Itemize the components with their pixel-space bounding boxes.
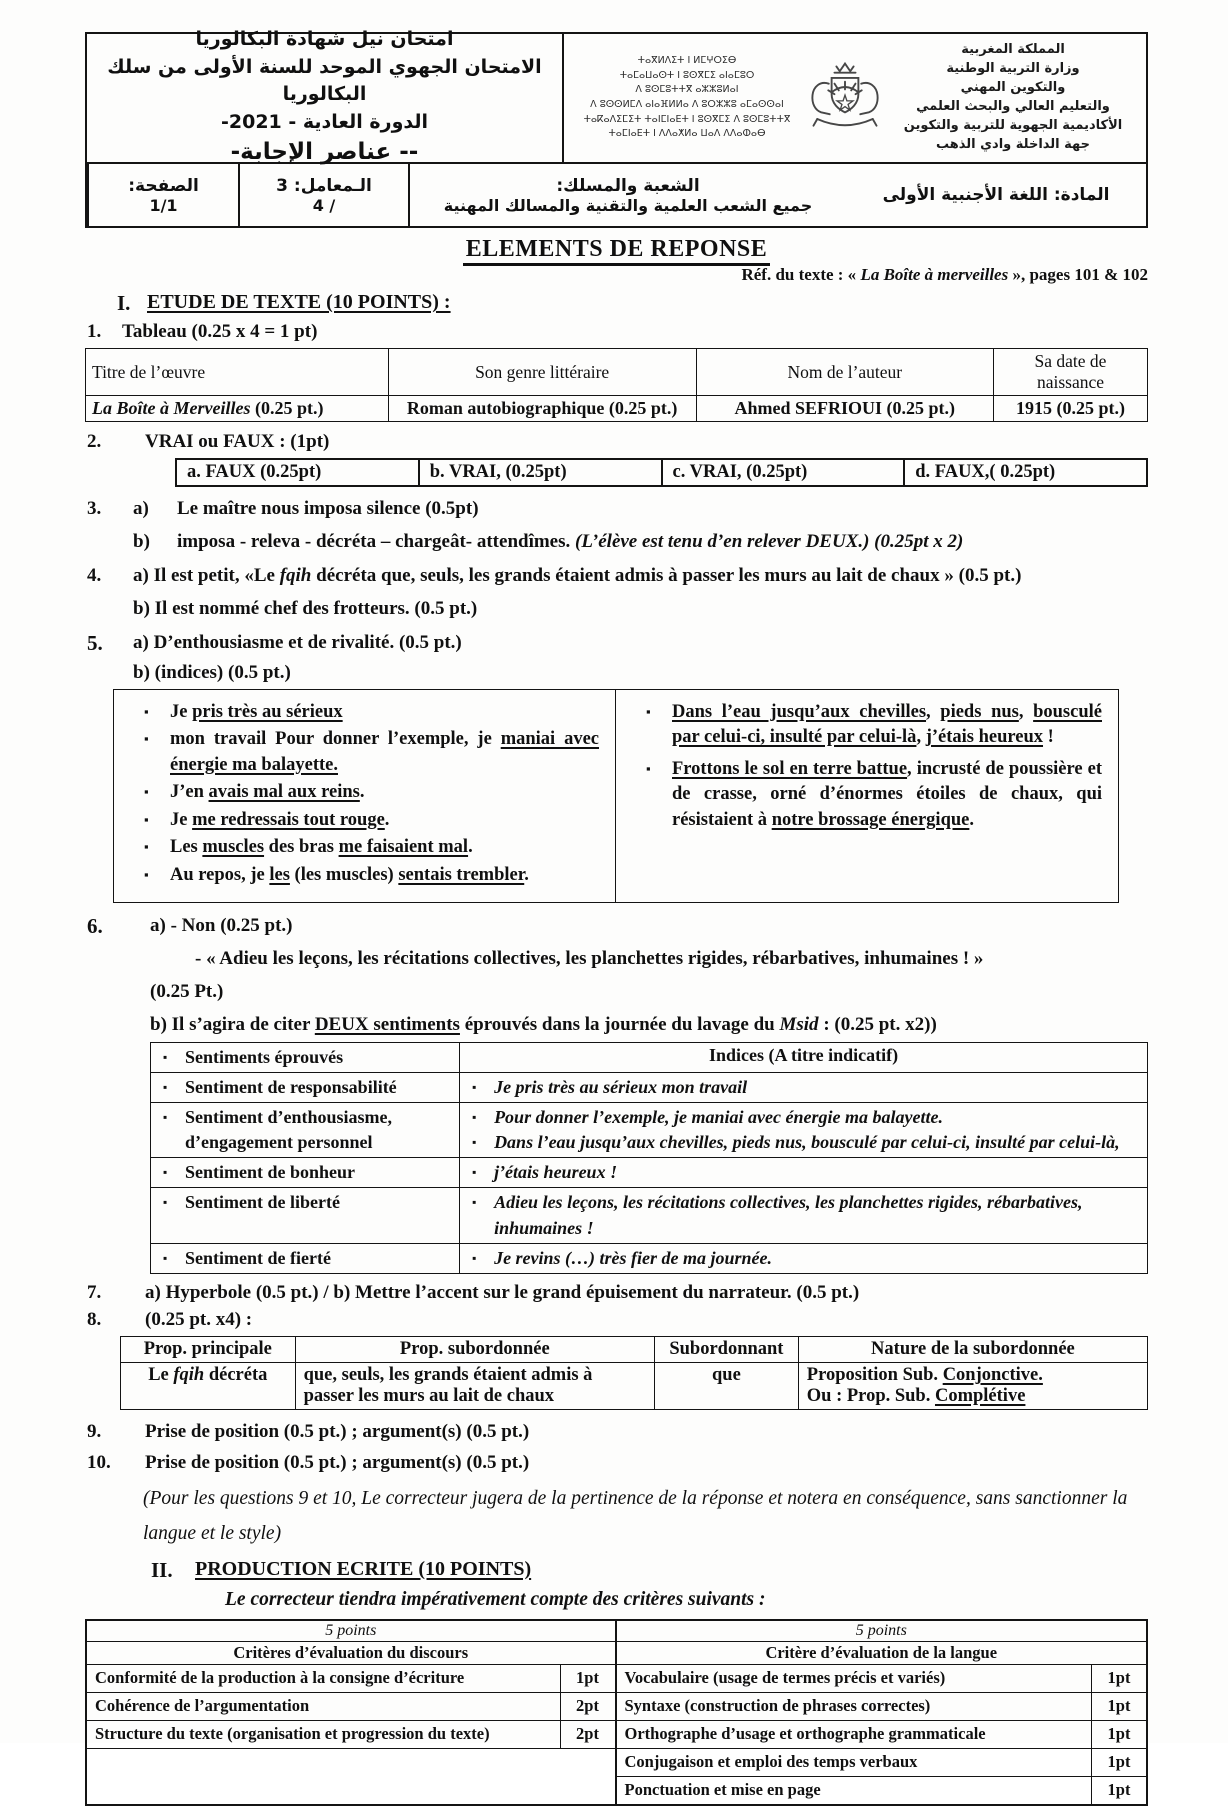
column-header: Nom de l’auteur [696,349,993,396]
square-bullet-icon: ▪ [144,866,149,882]
table-row [151,1243,1148,1273]
square-bullet-icon: ▪ [646,703,651,719]
question-3b [133,529,1148,554]
criteria-row [87,1693,615,1721]
indices-column-header: Indices (A titre indicatif) [460,1042,1148,1072]
square-bullet-icon: ▪ [144,784,149,800]
work-info-table [85,348,1148,422]
indice-bullet [126,700,599,726]
criterion-points: 1pt [1107,1696,1131,1716]
author-cell: Ahmed SEFRIOUI (0.25 pt.) [696,396,993,422]
branch-value: جميع الشعب العلمية والتقنية والمسالك المهنية [443,195,813,215]
question-6a-line2: - « Adieu les leçons, les récitations collectives, les planchettes rigides, rébarbatives, inhumaines ! » [195,948,984,970]
square-bullet-icon: ▪ [163,1109,168,1124]
table-row [151,1072,1148,1102]
branch-label: الشعبة والمسلك: [556,175,700,196]
question-4 [85,563,1148,621]
criteria-row [617,1721,1147,1749]
answer-d-cell: d. FAUX,( 0.25pt) [904,459,1147,486]
indice-bullet [628,700,1102,751]
question-3b-text: imposa - releva - décréta – chargeât- attendîmes. (L’élève est tenu d’en relever DEUX.) (0.25pt x 2) [177,531,964,553]
proposition-table [120,1336,1148,1410]
indice-cell: Pour donner l’exemple, je maniai avec énergie ma balayette. [494,1106,943,1127]
ministry-header-block [564,34,1146,162]
indice-text: Je me redressais tout rouge. [170,809,390,830]
section-1-number: I. [117,291,131,315]
criterion-label: Orthographe d’usage et orthographe grammaticale [617,1721,1093,1748]
criteria-row [617,1693,1147,1721]
question-1-text: Tableau (0.25 x 4 = 1 pt) [122,321,318,342]
genre-cell: Roman autobiographique (0.25 pt.) [388,396,696,422]
language-criteria-header: Critère d’évaluation de la langue [617,1642,1147,1665]
question-6a-line3: (0.25 Pt.) [150,981,224,1003]
question-6b-text: b) Il s’agira de citer DEUX sentiments éprouvés dans la journée du lavage du Msid : (0.25 pt. x2)) [150,1014,937,1036]
section-1-heading [85,291,1148,316]
text-reference: Réf. du texte : « La Boîte à merveilles », pages 101 & 102 [741,265,1148,284]
page-label: الصفحة: [128,175,199,196]
answer-a-cell: a. FAUX (0.25pt) [176,459,419,486]
square-bullet-icon: ▪ [144,839,149,855]
section-2-title: PRODUCTION ECRITE (10 POINTS) [195,1557,532,1580]
criteria-row [87,1665,615,1693]
section-2-intro: Le correcteur tiendra impérativement compte des critères suivants : [225,1588,766,1610]
tifinagh-line: ⵜⴰⵎⴰⵡⴰⵙⵜ ⵏ ⵓⵙⴳⵎⵉ ⴰⵏⴰⵎⵓⵔ [619,69,755,81]
question-8 [85,1307,1148,1332]
exam-title-line: امتحان نيل شهادة البكالوريا [195,28,454,51]
tifinagh-line: ⵜⴰⴳⵍⴷⵉⵜ ⵏ ⵍⵎⵖⵔⵉⴱ [637,54,737,66]
ministry-text-arabic [888,41,1138,154]
subordonnant-cell: que [655,1363,799,1410]
question-10-number: 10. [87,1452,111,1474]
question-2-text: VRAI ou FAUX : (1pt) [145,431,330,453]
table-header-row [121,1337,1148,1363]
table-row [151,1188,1148,1243]
question-10-text: Prise de position (0.5 pt.) ; argument(s) (0.5 pt.) [145,1452,530,1474]
question-6 [85,913,1148,1037]
question-7-number: 7. [87,1282,102,1304]
indice-cell: Dans l’eau jusqu’aux chevilles, pieds nus, bousculé par celui-ci, insulté par celui-là, [494,1132,1120,1153]
criterion-points: 1pt [1107,1780,1131,1800]
points-header: 5 points [617,1621,1147,1642]
evaluation-criteria-table [85,1619,1148,1806]
indice-text: Je pris très au sérieux [170,701,343,722]
ministry-line: والتكوين المهني [960,80,1066,96]
criterion-label: Structure du texte (organisation et progression du texte) [87,1721,561,1748]
table-row [86,396,1148,422]
question-1 [85,319,1148,344]
answer-c-cell: c. VRAI, (0.25pt) [662,459,905,486]
document-header [85,28,1148,228]
question-9 [85,1419,1148,1444]
criterion-label: Vocabulaire (usage de termes précis et variés) [617,1665,1093,1692]
answer-elements-line: -- عناصر الإجابة- [230,139,419,166]
criteria-row [87,1721,615,1749]
question-9-text: Prise de position (0.5 pt.) ; argument(s) (0.5 pt.) [145,1421,530,1443]
question-8-number: 8. [87,1309,102,1331]
tifinagh-line: ⴷ ⵓⵙⵙⵍⵎⴷ ⴰⵏⴰⴼⵍⵍⴰ ⴷ ⵓⵔⵣⵣⵓ ⴰⵎⴰⵙⵙⴰⵏ [590,99,784,110]
page-value: 1/1 [149,195,178,215]
square-bullet-icon: ▪ [144,811,149,827]
square-bullet-icon: ▪ [163,1049,168,1064]
question-1-number: 1. [87,321,102,342]
exam-info-arabic [87,28,564,166]
question-5-number: 5. [87,631,103,656]
square-bullet-icon: ▪ [472,1079,477,1094]
indice-cell: Adieu les leçons, les récitations collectives, les planchettes rigides, rébarbatives, inhumaines ! [494,1192,1083,1238]
exam-regional-line: الامتحان الجهوي الموحد للسنة الأولى من سلك البكالوريا [107,55,542,106]
question-7-text: a) Hyperbole (0.5 pt.) / b) Mettre l’accent sur le grand épuisement du narrateur. (0.5 pt.) [145,1282,860,1304]
ministry-line: المملكة المغربية [961,42,1065,58]
criterion-points: 1pt [1107,1724,1131,1744]
coefficient-cell [238,164,408,226]
question-3a-label: a) [133,498,149,520]
sentiment-cell: Sentiment de fierté [185,1247,331,1268]
indice-text: mon travail Pour donner l’exemple, je maniai avec énergie ma balayette. [170,729,600,775]
criterion-label: Syntaxe (construction de phrases correctes) [617,1693,1093,1720]
table-row [151,1102,1148,1157]
square-bullet-icon: ▪ [472,1165,477,1180]
criterion-label: Conjugaison et emploi des temps verbaux [617,1749,1093,1776]
square-bullet-icon: ▪ [163,1250,168,1265]
indices-right-column [616,690,1118,903]
indice-text: Frottons le sol en terre battue, incrusté de poussière et de crasse, orné d’énormes étoiles de chaux, qui résistaient à notre brossage énergique. [672,758,1102,830]
sentiment-cell: Sentiment de bonheur [185,1162,356,1183]
tifinagh-text [572,54,802,142]
column-header: Son genre littéraire [388,349,696,396]
tifinagh-line: ⵜⴰⵎⵏⴰⴹⵜ ⵏ ⴷⴷⴰⵅⵍⴰ ⵡⴰⴷ ⴷⴷⴰⵀⴰⴱ [608,128,766,140]
column-header: Sa date de naissance [993,349,1147,396]
sentiment-cell: Sentiment de responsabilité [185,1076,397,1097]
birthdate-cell: 1915 (0.25 pt.) [993,396,1147,422]
indice-bullet [628,757,1102,834]
subject-cell [846,164,1146,226]
language-criteria-column [617,1621,1147,1804]
exam-session-line: الدورة العادية - 2021- [220,110,428,133]
square-bullet-icon: ▪ [646,760,651,776]
document-title [85,236,1148,263]
table-row [121,1363,1148,1410]
square-bullet-icon: ▪ [163,1165,168,1180]
indice-bullet [126,863,599,889]
table-row [151,1158,1148,1188]
indice-bullet [126,780,599,806]
question-4b-text: b) Il est nommé chef des frotteurs. (0.5 pt.) [133,598,478,620]
indice-cell: Je pris très au sérieux mon travail [494,1076,748,1097]
ministry-line: وزارة التربية الوطنية [946,61,1080,77]
indice-text: Au repos, je les (les muscles) sentais trembler. [170,864,529,885]
indice-bullet [126,835,599,861]
table-header-row [86,349,1148,396]
question-9-number: 9. [87,1421,102,1443]
grading-note: (Pour les questions 9 et 10, Le correcteur jugera de la pertinence de la réponse et notera en conséquence, sans sanctionner la langue et le style) [143,1488,1128,1545]
square-bullet-icon: ▪ [472,1195,477,1210]
question-2-number: 2. [87,431,102,453]
ministry-line: جهة الداخلة وادي الذهب [935,136,1091,152]
sentiments-table [150,1042,1148,1275]
indice-text: Dans l’eau jusqu’aux chevilles, pieds nus, bousculé par celui-ci, insulté par celui-là, j’étais heureux ! [672,701,1102,748]
header-info-row [87,162,1146,226]
square-bullet-icon: ▪ [472,1135,477,1150]
question-3 [85,496,1148,554]
work-title-cell: La Boîte à Merveilles (0.25 pt.) [86,396,389,422]
question-4a-text: a) Il est petit, «Le fqih décréta que, seuls, les grands étaient admis à passer les murs au lait de chaux » (0.5 pt.) [133,565,1022,587]
indice-cell: Je revins (…) très fier de ma journée. [494,1247,773,1268]
table-header-row [151,1042,1148,1072]
criterion-label: Cohérence de l’argumentation [87,1693,561,1720]
sentiment-cell: Sentiment de liberté [185,1192,340,1213]
ministry-line: الأكاديمية الجهوية للتربية والتكوين [903,117,1123,133]
question-4-number: 4. [87,565,102,587]
column-header: Prop. subordonnée [295,1337,654,1363]
answer-b-cell: b. VRAI, (0.25pt) [419,459,662,486]
square-bullet-icon: ▪ [472,1250,477,1265]
ministry-line: والتعليم العالي والبحث العلمي [916,99,1110,114]
question-7 [85,1280,1148,1305]
square-bullet-icon: ▪ [163,1195,168,1210]
criteria-row [617,1665,1147,1693]
indice-text: J’en avais mal aux reins. [170,782,365,803]
question-5a-text: a) D’enthousiasme et de rivalité. (0.5 pt.) [133,632,462,654]
section-2-number: II. [151,1557,173,1582]
indices-left-column [114,690,616,903]
page-cell [87,164,238,226]
question-6-number: 6. [87,914,103,939]
discourse-criteria-header: Critères d’évaluation du discours [87,1642,615,1665]
question-3-number: 3. [87,498,102,520]
criterion-label: Conformité de la production à la consigne d’écriture [87,1665,561,1692]
square-bullet-icon: ▪ [163,1079,168,1094]
tifinagh-line: ⴷ ⵓⵙⵎⵓⵜⵜⴳ ⴰⵣⵣⵓⵍⴰⵏ [635,84,739,96]
criterion-points: 2pt [576,1696,599,1716]
criteria-row [617,1749,1147,1777]
square-bullet-icon: ▪ [144,703,149,719]
indice-bullet [126,727,599,778]
header-top-row [87,28,1146,166]
principale-cell: Le fqih décréta [121,1363,296,1410]
nature-line2: Ou : Prop. Sub. Complétive [806,1386,1026,1407]
question-3a-text: Le maître nous imposa silence (0.5pt) [177,498,479,520]
criterion-points: 1pt [1107,1668,1131,1688]
question-10 [85,1450,1148,1475]
section-1-title: ETUDE DE TEXTE (10 POINTS) : [147,291,451,313]
question-8-text: (0.25 pt. x4) : [145,1309,253,1331]
coefficient-label: الـمعامل: 3 [276,175,372,196]
criterion-points: 2pt [576,1724,599,1744]
question-5b-text: b) (indices) (0.5 pt.) [133,661,291,683]
empty-filler-cell [87,1749,615,1804]
morocco-coat-of-arms-icon [802,56,888,140]
indice-text: Les muscles des bras me faisaient mal. [170,837,473,858]
table-row [176,459,1147,486]
column-header: Nature de la subordonnée [798,1337,1147,1363]
column-header: Subordonnant [655,1337,799,1363]
discourse-criteria-column [87,1621,617,1804]
nature-line1: Proposition Sub. Conjonctive. [806,1365,1043,1386]
column-header: Titre de l’œuvre [86,349,389,396]
nature-cell [798,1363,1147,1410]
indice-bullet [126,808,599,834]
square-bullet-icon: ▪ [144,731,149,747]
column-header: Prop. principale [121,1337,296,1363]
question-5 [85,630,1148,684]
criterion-points: 1pt [1107,1752,1131,1772]
square-bullet-icon: ▪ [472,1109,477,1124]
points-header: 5 points [87,1621,615,1642]
question-3b-label: b) [133,531,150,553]
tifinagh-line: ⵜⴰⴽⴰⴷⵉⵎⵉⵜ ⵜⴰⵏⵎⵏⴰⴹⵜ ⵏ ⵓⵙⴳⵎⵉ ⴷ ⵓⵙⵎⵓⵜⵜⴳ [583,113,791,125]
title-text: ELEMENTS DE REPONSE [463,236,771,266]
indices-box [113,689,1119,904]
sentiment-cell: Sentiment d’enthousiasme, d’engagement personnel [185,1106,393,1153]
question-2 [85,429,1148,454]
branch-cell [408,164,846,226]
coefficient-value: 4 / [312,195,336,215]
question-6a-line1: a) - Non (0.25 pt.) [150,915,293,937]
criterion-points: 1pt [576,1668,599,1688]
section-2-heading [85,1558,1148,1583]
criteria-row [617,1777,1147,1804]
subordonnee-cell: que, seuls, les grands étaient admis à passer les murs au lait de chaux [295,1363,654,1410]
indice-cell: j’étais heureux ! [494,1162,618,1183]
true-false-table [175,458,1148,487]
question-3a [133,496,1148,521]
criterion-label: Ponctuation et mise en page [617,1777,1093,1804]
sentiments-column-header: ▪ Sentiments éprouvés [151,1042,460,1072]
subject-label: المادة: اللغة الأجنبية الأولى [882,185,1110,205]
